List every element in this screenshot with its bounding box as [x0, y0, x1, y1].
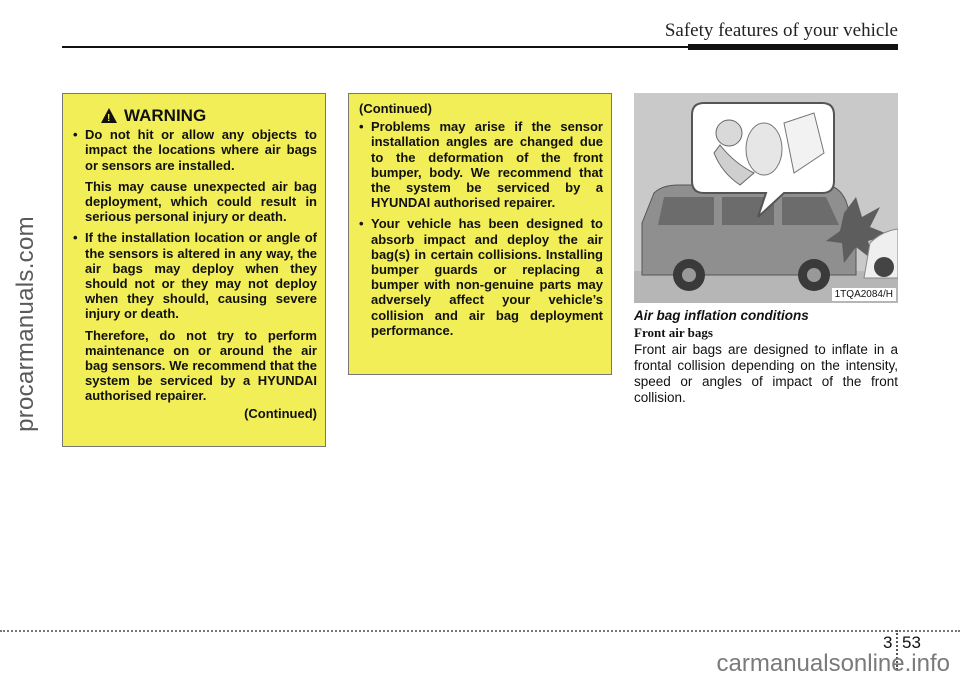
warning-heading [101, 108, 317, 123]
page-number: 53 [902, 633, 921, 652]
warning-triangle-icon [101, 108, 117, 123]
warning-item-para: This may cause unexpected air bag deployment, which could result in serious personal injury or death. [85, 178, 317, 225]
continued-label: (Continued) [244, 405, 317, 421]
continued-heading: (Continued) [359, 101, 432, 116]
section-title: Air bag inflation conditions [634, 308, 809, 323]
header-rule-accent [688, 44, 898, 50]
section-body: Front air bags are designed to inflate in a frontal collision depending on the intensity, speed or angles of impact of the front collision. [634, 342, 898, 405]
collision-drawing [634, 93, 898, 303]
collision-illustration [634, 93, 898, 303]
figure-code-label: 1TQA2084/H [832, 288, 896, 301]
continued-item: • Your vehicle has been designed to absorb impact and deploy the air bag(s) in certain collisions. Installing bumper guards or replacing a bumper with non-genuine parts may adversely affect your vehicle’s collision and air bag deployment performance. [359, 216, 603, 338]
warning-item-para: Therefore, do not try to perform maintenance on or around the air bag sensors. We recommend that the system be serviced by a HYUNDAI authorised repairer. [85, 327, 317, 404]
section-subtitle: Front air bags [634, 325, 713, 340]
page-header-title: Safety features of your vehicle [664, 20, 898, 41]
page-section-number: 3 [883, 633, 893, 652]
bottom-watermark: carmanualsonline.info [716, 650, 950, 677]
continued-warning-box [348, 93, 612, 375]
side-watermark: procarmanuals.com [11, 216, 39, 432]
warning-item: • If the installation location or angle of the sensors is altered in any way, the air bags may deploy when they should not or they may not deploy when they should, causing severe injury or death. [73, 230, 317, 321]
footer-rule [0, 630, 960, 632]
continued-item: • Problems may arise if the sensor installation angles are changed due to the deformation of the front bumper, body. We recommend that the system be serviced by a HYUNDAI authorised repairer. [359, 119, 603, 210]
warning-title: WARNING [124, 106, 207, 125]
warning-item: • Do not hit or allow any objects to impact the locations where air bags or sensors are installed. [73, 127, 317, 173]
warning-box [62, 93, 326, 447]
